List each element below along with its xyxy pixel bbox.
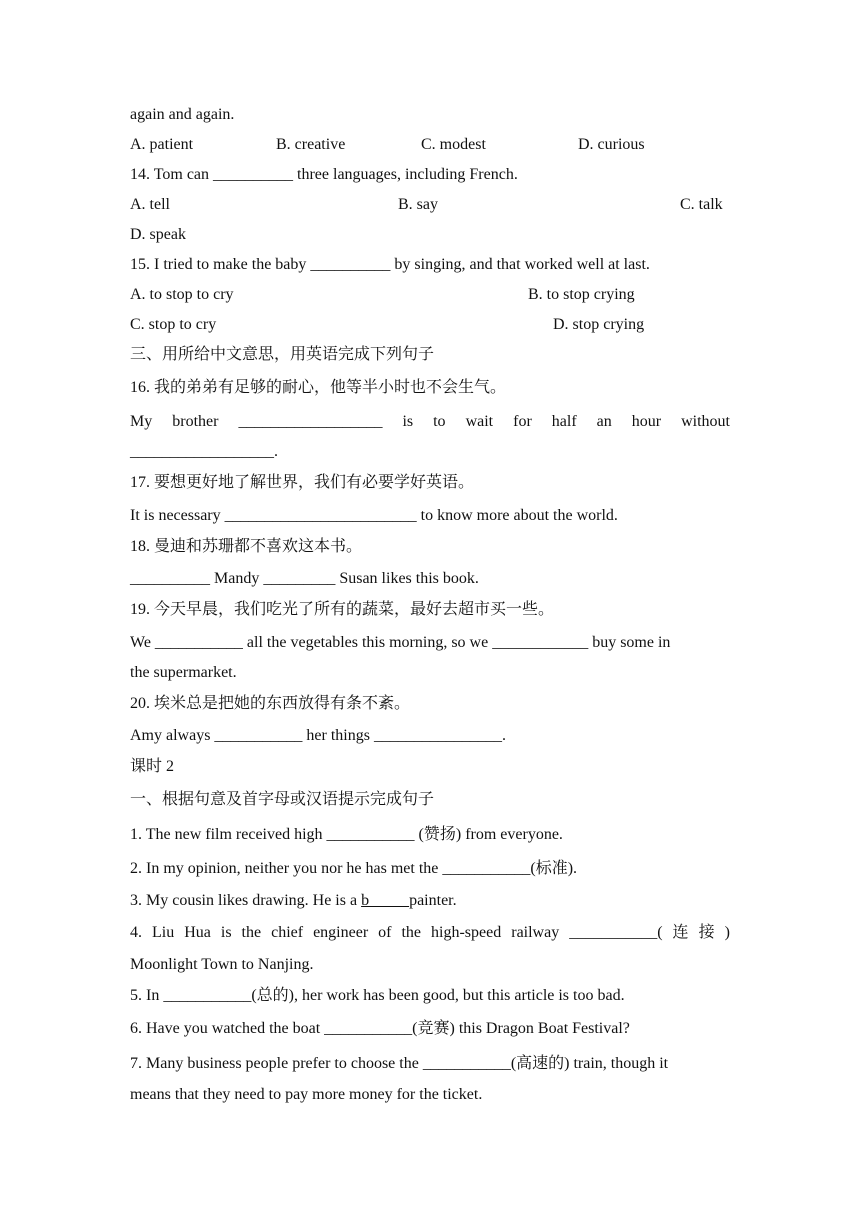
word: the — [401, 924, 422, 941]
answer-blank: __________________ — [238, 413, 383, 430]
section-1-heading: 一、根据句意及首字母或汉语提示完成句子 — [130, 791, 435, 808]
word: the — [241, 924, 262, 941]
word: Liu — [152, 924, 175, 941]
question-17-english: It is necessary ________________________ to know more about the world. — [130, 507, 618, 524]
item-7-line-2: means that they need to pay more money for the ticket. — [130, 1086, 483, 1103]
word: high-speed — [431, 924, 502, 941]
option-d: D. curious — [578, 136, 645, 153]
word: chief — [271, 924, 304, 941]
question-19-chinese: 19. 今天早晨，我们吃光了所有的蔬菜，最好去超市买一些。 — [130, 601, 555, 618]
item-3-start: 3. My cousin likes drawing. He is a — [130, 892, 362, 909]
word: 接 — [698, 924, 715, 941]
item-2: 2. In my opinion, neither you nor he has met the ___________(标准). — [130, 860, 578, 877]
question-16-chinese: 16. 我的弟弟有足够的耐心，他等半小时也不会生气。 — [130, 379, 507, 396]
word: of — [378, 924, 392, 941]
word: 连 — [672, 924, 689, 941]
word: to — [433, 413, 446, 430]
option-d: D. speak — [130, 226, 186, 243]
option-b: B. say — [398, 196, 438, 213]
option-d: D. stop crying — [553, 316, 645, 333]
option-b: B. creative — [276, 136, 346, 153]
item-5: 5. In ___________(总的), her work has been good, but this article is too bad. — [130, 987, 625, 1004]
question-18-chinese: 18. 曼迪和苏珊都不喜欢这本书。 — [130, 538, 363, 555]
question-16-blank-end: __________________. — [130, 443, 278, 460]
word: half — [551, 413, 577, 430]
option-c: C. modest — [421, 136, 486, 153]
question-20-english: Amy always ___________ her things ________________. — [130, 727, 506, 744]
item-3-end: painter. — [409, 892, 457, 909]
word: engineer — [313, 924, 369, 941]
option-c: C. talk — [680, 196, 723, 213]
question-19-english-1: We ___________ all the vegetables this morning, so we ____________ buy some in — [130, 634, 671, 651]
option-b: B. to stop crying — [528, 286, 635, 303]
lesson-heading: 课时 2 — [130, 758, 175, 775]
word: Hua — [184, 924, 211, 941]
question-18-english: __________ Mandy _________ Susan likes this book. — [130, 570, 479, 587]
word: railway — [511, 924, 560, 941]
answer-blank: ___________( — [569, 924, 663, 941]
question-17-chinese: 17. 要想更好地了解世界，我们有必要学好英语。 — [130, 474, 475, 491]
word: is — [402, 413, 414, 430]
question-16-english — [130, 412, 730, 432]
question-19-english-2: the supermarket. — [130, 664, 237, 681]
word: 4. — [130, 924, 142, 941]
item-1: 1. The new film received high ___________ (赞扬) from everyone. — [130, 826, 563, 843]
question-20-chinese: 20. 埃米总是把她的东西放得有条不紊。 — [130, 695, 411, 712]
item-4-line-1 — [130, 923, 730, 943]
option-a: A. patient — [130, 136, 194, 153]
word: an — [596, 413, 612, 430]
item-3 — [130, 891, 730, 911]
item-4-line-2: Moonlight Town to Nanjing. — [130, 956, 314, 973]
word: is — [220, 924, 232, 941]
item-6: 6. Have you watched the boat ___________(竞赛) this Dragon Boat Festival? — [130, 1020, 630, 1037]
item-7-line-1: 7. Many business people prefer to choose the ___________(高速的) train, though it — [130, 1055, 669, 1072]
word: hour — [631, 413, 662, 430]
line-again: again and again. — [130, 106, 235, 123]
section-3-heading: 三、用所给中文意思，用英语完成下列句子 — [130, 346, 435, 363]
word: My — [130, 413, 153, 430]
word: ) — [724, 924, 730, 941]
word: wait — [465, 413, 494, 430]
word: brother — [172, 413, 219, 430]
initial-letter-blank: b — [361, 892, 410, 909]
question-15: 15. I tried to make the baby __________ by singing, and that worked well at last. — [130, 256, 650, 273]
option-a: A. tell — [130, 196, 170, 213]
option-c: C. stop to cry — [130, 316, 217, 333]
question-14: 14. Tom can __________ three languages, including French. — [130, 166, 518, 183]
word: for — [513, 413, 532, 430]
word: without — [681, 413, 730, 430]
option-a: A. to stop to cry — [130, 286, 234, 303]
